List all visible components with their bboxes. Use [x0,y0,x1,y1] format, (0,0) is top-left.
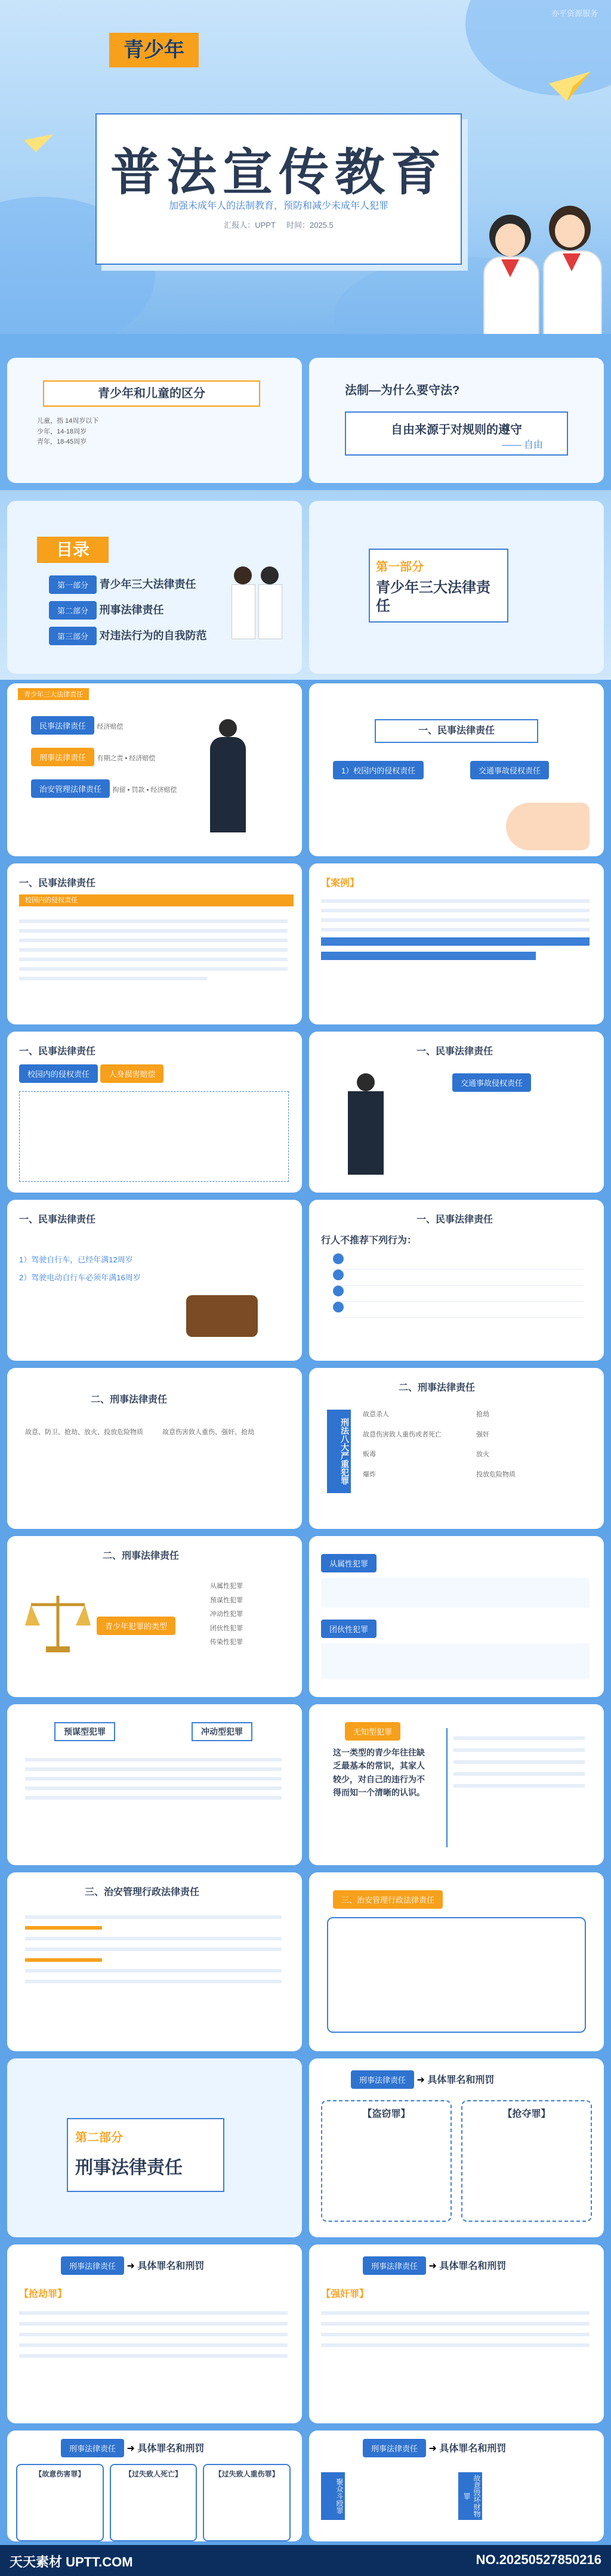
quote-box [345,411,568,456]
part-num: 第二部分 [75,2131,123,2144]
slide-13-left [7,2431,302,2541]
part-title: 刑事法律责任 [75,2158,183,2178]
case-title: 【抢劫罪】 [19,2289,67,2299]
paragraph-lines [25,1752,282,1847]
slide-title: 二、刑事法律责任 [399,1383,476,1393]
slide-7-right [309,1368,604,1529]
slide-12-left [7,2244,302,2423]
crime-type: 冲动性犯罪 [210,1611,243,1618]
slide-title: 二、刑事法律责任 [91,1395,168,1405]
liability-note: 拘留 • 罚款 • 经济赔偿 [112,787,177,794]
crime-item: 爆炸 [363,1470,376,1478]
topic-target: 具体罪名和刑罚 [137,2444,205,2454]
liability-buttons [31,716,177,798]
quote-author: —— 自由 [502,440,543,450]
topic-row: 刑事法律责任 ➜ 具体罪名和刑罚 [351,2070,494,2089]
slide-12-right [309,2244,604,2423]
crime-col: 【过失致人死亡】 [110,2464,198,2541]
tag-damage: 人身损害赔偿 [100,1064,163,1083]
toc-item[interactable] [49,627,206,645]
slide-10-left [7,1872,302,2051]
part1-slide [309,501,604,674]
student-pair-illustration [234,566,282,644]
slide-title: 一、民事法律责任 [19,1046,96,1057]
crime-item: 故意杀人 [363,1411,389,1418]
crime-grid [363,1410,590,1480]
slide-title: 一、民事法律责任 [375,719,538,743]
topic-tag: 刑事法律责任 [61,2256,124,2275]
toc-item-num: 第二部分 [49,601,97,620]
student-illustration [477,203,609,334]
text-block [321,1643,590,1679]
toc-item[interactable] [49,601,206,620]
section-head: 青少年三大法律责任 [18,688,89,700]
cover-title: 普法宣传教育 [110,143,447,202]
slide-title: 一、民事法律责任 [416,1215,493,1225]
criminal-liability-button[interactable]: 刑事法律责任 [31,748,94,766]
slide-title: 三、治安管理行政法律责任 [85,1887,200,1897]
slide-title: 一、民事法律责任 [416,1046,493,1057]
slide-4-left [7,863,302,1024]
cover-tag: 青少年 [109,33,199,67]
text-block [321,1578,590,1608]
crime-col [25,1722,144,1741]
part-title: 青少年三大法律责任 [376,580,490,615]
slide-title: 三、治安管理行政法律责任 [333,1890,443,1909]
crime-list: 故意伤害致人重伤、强奸、抢劫 [162,1429,254,1436]
crime-label: 故意毁坏财物罪 [458,2472,482,2520]
intro-right-title: 法制—为什么要守法? [345,384,460,397]
topic-target: 具体罪名和刑罚 [427,2075,495,2085]
case-box [461,2100,592,2222]
campus-liability-button[interactable]: 1）校园内的侵权责任 [333,761,424,779]
slide-title: 二、刑事法律责任 [103,1551,180,1561]
slide-subtitle: 行人不推荐下列行为： [321,1236,417,1246]
intro-line: 青年，18-45周岁 [37,438,87,446]
crime-type-badge: 青少年犯罪的类型 [97,1617,175,1635]
topic-tag: 刑事法律责任 [363,2439,426,2457]
crime-label: 聚众斗殴罪 [321,2472,345,2520]
crime-type-tag: 从属性犯罪 [321,1554,377,1572]
slide-10-right [309,1872,604,2051]
eight-crimes-box: 刑法八大严重犯罪 [327,1410,351,1493]
crime-type-tag: 团伙性犯罪 [321,1620,377,1638]
crime-list: 故意、防卫、抢劫、放火、投放危险物质 [25,1429,143,1436]
civil-liability-button[interactable]: 民事法律责任 [31,716,94,735]
topic-target: 具体罪名和刑罚 [439,2261,507,2271]
paragraph-lines [19,2304,288,2411]
case-lines [321,893,590,1013]
intro-left-list [37,416,98,448]
toc-item-label: 青少年三大法律责任 [99,578,196,590]
topic-tag: 刑事法律责任 [351,2070,414,2089]
footer-bar [0,2545,611,2576]
toc-item-label: 刑事法律责任 [99,604,164,616]
slide-8-left [7,1536,302,1697]
content-box [327,1917,586,2033]
case-title: 【盗窃罪】 [362,2109,411,2119]
paragraph-lines [321,2304,590,2411]
toc-item-label: 对违法行为的自我防范 [99,630,207,642]
case-title: 【抢夺罪】 [502,2109,551,2119]
liability-note: 经济赔偿 [97,723,124,730]
slide-6-left [7,1200,302,1361]
liability-note: 有期之责 • 经济赔偿 [97,755,156,762]
slide-5-left [7,1032,302,1193]
paragraph-lines [19,914,288,1009]
crime-item: 强奸 [476,1431,489,1438]
admin-liability-button[interactable]: 治安管理法律责任 [31,779,110,798]
footer-left: 天天素材 UPTT.COM [10,2555,133,2569]
topic-row: 刑事法律责任 ➜ 具体罪名和刑罚 [61,2256,204,2275]
case-title: 【强奸罪】 [321,2289,369,2299]
part2-slide [7,2058,302,2237]
toc-list [49,575,206,645]
paragraph-lines [25,1908,282,2039]
crime-item: 放火 [476,1451,489,1459]
slide-3-right [309,683,604,856]
toc-title: 目录 [37,537,109,563]
intro-left-title: 青少年和儿童的区分 [43,380,260,407]
case-tag: 【案例】 [321,878,360,888]
slide-6-right [309,1200,604,1361]
crime-type: 团伙性犯罪 [210,1624,243,1632]
crime-type-tag: 无知型犯罪 [345,1722,400,1741]
topic-tag: 刑事法律责任 [61,2439,124,2457]
footer-right: NO.20250527850216 [476,2552,601,2567]
hero-cover [0,0,611,334]
slide-5-right [309,1032,604,1193]
topic-target: 具体罪名和刑罚 [137,2261,205,2271]
crime-type: 传染性犯罪 [210,1639,243,1646]
crime-item: 贩毒 [363,1451,376,1459]
tag-row [19,1064,163,1083]
date-text: 时间：2025.5 [286,221,334,230]
cover-card [95,113,462,265]
crime-type-list [210,1578,243,1652]
slide-title: 一、民事法律责任 [19,1215,96,1225]
crime-item: 故意伤害致人重伤或者死亡 [363,1431,442,1438]
crime-col [162,1722,282,1741]
lawyer-illustration [345,1073,387,1181]
crime-type: 预谋性犯罪 [210,1596,243,1604]
cover-meta [97,219,461,230]
content-box [19,1091,289,1182]
tag-campus: 校园内的侵权责任 [19,1064,98,1083]
paper-plane-icon [549,72,591,101]
paper-plane-icon [24,134,54,152]
topic-tag: 刑事法律责任 [363,2256,426,2275]
toc-item-num: 第三部分 [49,627,97,645]
slide-3-left [7,683,302,856]
rule-line: 2）驾驶电动自行车必须年满16周岁 [19,1273,141,1282]
crime-col: 【过失致人重伤罪】 [203,2464,291,2541]
traffic-liability-button[interactable]: 交通事故侵权责任 [470,761,549,779]
slide-9-right [309,1704,604,1865]
slide-7-left [7,1368,302,1529]
hand-illustration [506,803,590,850]
slide-8-right [309,1536,604,1697]
part-card [67,2118,224,2192]
reporter-text: 汇报人：UPPT [224,221,276,230]
intro-right-slide [309,358,604,483]
crime-cols [16,2464,291,2541]
rule-line: 1）驾驶自行车，已经年满12周岁 [19,1255,133,1264]
bullet-lines [446,1728,591,1847]
topic-row: 刑事法律责任 ➜ 具体罪名和刑罚 [61,2439,204,2457]
topic-target: 具体罪名和刑罚 [439,2444,507,2454]
quote-text: 自由来源于对规则的遵守 [391,423,522,436]
watermark-top: 亦平资源服务 [551,9,598,18]
toc-item-num: 第一部分 [49,575,97,594]
sub-banner: 校园内的侵权责任 [19,894,294,906]
slide-13-right [309,2431,604,2541]
traffic-tag: 交通事故侵权责任 [452,1073,531,1092]
rule-list [333,1253,584,1318]
intro-left-slide [7,358,302,483]
law-book-illustration [186,1295,258,1337]
crime-type: 从属性犯罪 [210,1583,243,1590]
intro-line: 少年，14-18周岁 [37,428,87,435]
toc-slide [7,501,302,674]
case-box [321,2100,452,2222]
cover-subtitle: 加强未成年人的法制教育，预防和减少未成年人犯罪 [168,201,388,211]
slide-title: 一、民事法律责任 [19,878,96,888]
crime-desc: 这一类型的青少年往往缺乏最基本的常识，其家人较少，对自己的违行为不得而知一个清晰的认识。 [333,1748,425,1798]
scales-icon [25,1590,91,1655]
toc-item[interactable] [49,575,206,594]
topic-row: 刑事法律责任 ➜ 具体罪名和刑罚 [363,2439,506,2457]
judge-illustration [210,719,246,838]
crime-item: 投放危险物质 [476,1470,516,1478]
crime-col: 【故意伤害罪】 [16,2464,104,2541]
part-card [369,549,508,623]
slide-4-right [309,863,604,1024]
part-num: 第一部分 [376,561,424,574]
crime-item: 抢劫 [476,1411,489,1418]
col-title: 冲动型犯罪 [192,1722,252,1741]
intro-line: 儿童，指 14周岁以下 [37,417,99,425]
slide-9-left [7,1704,302,1865]
part2-right [309,2058,604,2237]
col-title: 预谋型犯罪 [54,1722,115,1741]
topic-row: 刑事法律责任 ➜ 具体罪名和刑罚 [363,2256,506,2275]
